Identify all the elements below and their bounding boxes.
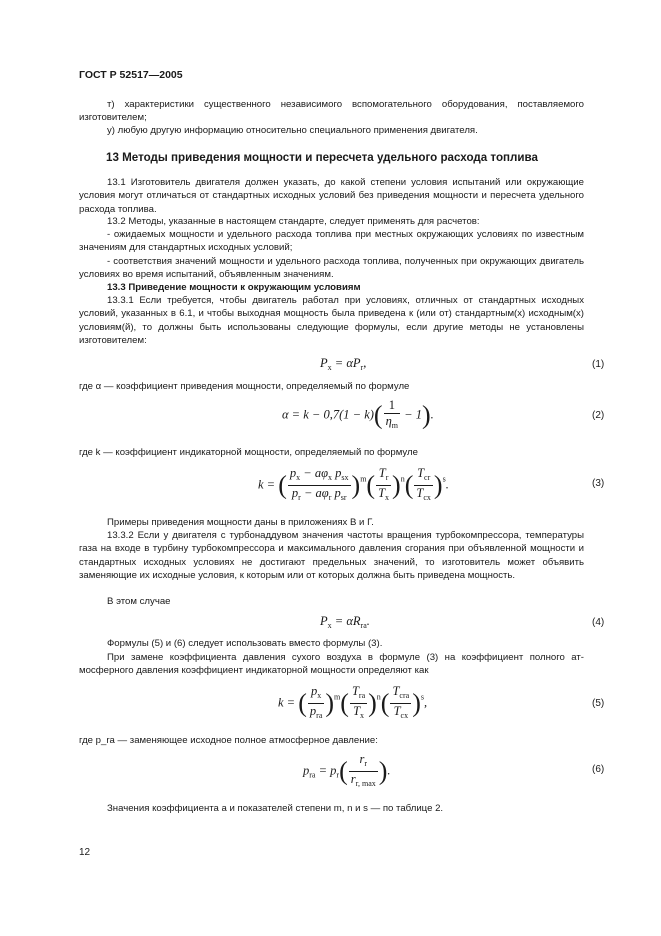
paragraph-13-1: 13.1 Изготовитель двигателя должен указать, до какой степени условия испытаний или окружающие условия могут отличаться от стандартных исходных условий без приведения мощности и пересчета удельного расхода топлива. [79,177,584,215]
where-pra-text: где p_ra — заменяющее исходное полное атмосферное давление: [79,735,378,746]
list-item-u: у) любую другую информацию относительно специального применения двигателя. [107,125,478,136]
final-text: Значения коэффициента a и показателей степени m, n и s — по таблице 2. [107,803,444,814]
replace-paragraph: При замене коэффициента давления сухого воздуха в формуле (3) на коэффициент полного атмосферного давления коэффициент индикаторной мощности определяют как [79,652,584,677]
formula-4: $P_x = \alpha R_{ra}$. [320,614,370,630]
paragraph-13-3-1: 13.3.1 Если требуется, чтобы двигатель работал при условиях, отличных от стандартных исходных условий, указанных в 6.1, и чтобы выходная мощность была приведена к (или от) стандартным(х) исходным(х) условиям(й), то должны быть использованы следующие формулы, если другие методы не установлены изготовителем: [79,295,584,346]
formula-6: $p_{ra} = p_r$( $\frac{r_r}{r_{r, max}}$ ). [303,752,391,788]
section-title: 13 Методы приведения мощности и пересчета удельного расхода топлива [106,151,538,164]
equation-number-4: (4) [592,617,605,628]
list-item-t: т) характеристики существенного независимого вспомогательного оборудования, поставляемого изготовителем; [79,99,584,124]
paragraph-13-2: 13.2 Методы, указанные в настоящем стандарте, следует применять для расчетов: [107,216,480,227]
paragraph-13-2-b: - соответствия значений мощности и удельного расхода топлива, полученных при окружающих двигатель условиях во время испытаний, объявленным значениям. [79,256,584,281]
equation-number-6: (6) [592,764,605,775]
equation-number-5: (5) [592,698,605,709]
page-number: 12 [79,847,91,858]
equation-number-3: (3) [592,478,605,489]
formulas-note-text: Формулы (5) и (6) следует использовать вместо формулы (3). [107,638,383,649]
equation-number-2: (2) [592,410,605,421]
examples-text: Примеры приведения мощности даны в приложениях В и Г. [107,517,374,528]
paragraph-13-3-2: 13.3.2 Если у двигателя с турбонаддувом значения частоты вращения турбокомпрессора, температуры газа на входе в турбину турбокомпрессора и максимального давления сгорания при объявленной мощности и стандартных исходных условиях не достигают предельных значений, то изготовитель может объявить заменяющие их исходные условия, к которым или от которых должна быть приведена мощность. [79,530,584,581]
equation-number-1: (1) [592,359,605,370]
document-header: ГОСТ Р 52517—2005 [79,69,183,81]
formula-2: α = k − 0,7(1 − k)( $\frac{1}{\eta_m}$ − 1). [282,398,434,430]
formula-1: $P_x = \alpha P_r$, [320,356,367,372]
where-k-text: где k — коэффициент индикаторной мощности, определяемый по формуле [79,447,418,458]
where-alpha-text: где α — коэффициент приведения мощности, определяемый по формуле [79,381,410,392]
subsection-title-13-3: 13.3 Приведение мощности к окружающим условиям [107,282,361,293]
formula-3: k = ( $\frac{p_x - a\varphi_x p_{sx}}{p_r - a\varphi_r p_{sr}}$ )$^m$( $\frac{T_r}{T_x}$ )$^n$( $\frac{T_{cr}}{T_{cx}}$ )$^s$. [258,466,449,502]
in-this-case-text: В этом случае [107,596,171,607]
formula-5: k = ( $\frac{p_x}{p_{ra}}$ )$^m$( $\frac{T_{ra}}{T_x}$ )$^n$( $\frac{T_{cra}}{T_{cx}}$ )$^s$, [278,684,428,720]
paragraph-13-2-a: - ожидаемых мощности и удельного расхода топлива при местных окружающих условиях по известным значениям для стандартных исходных условий; [79,229,584,254]
